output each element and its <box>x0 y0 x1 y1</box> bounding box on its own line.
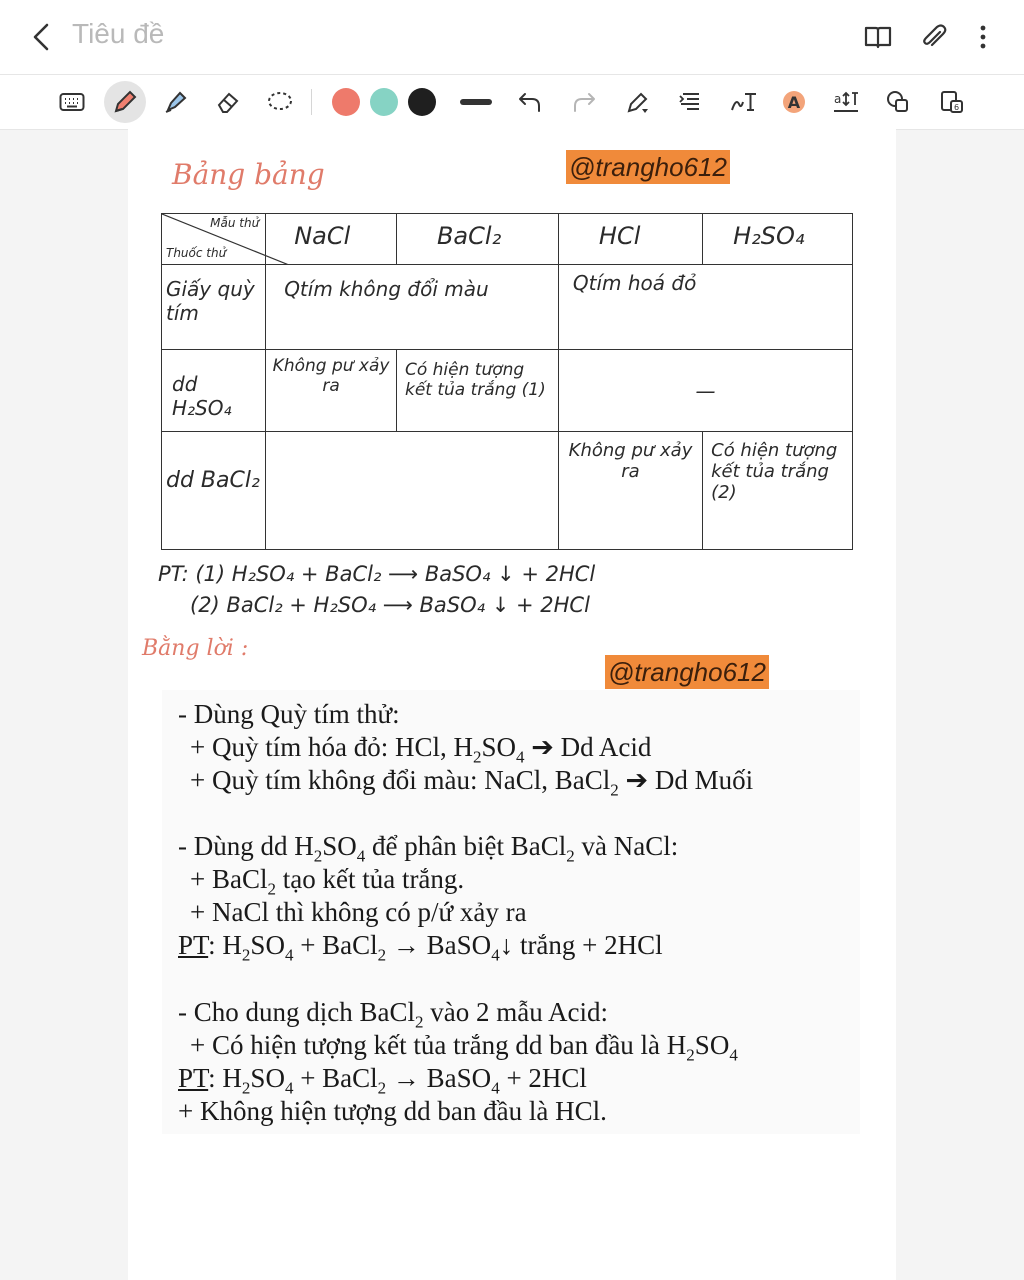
table-cell: Qtím không đổi màu <box>266 265 559 350</box>
pt-line-2: (2) BaCl₂ + H₂SO₄ ⟶ BaSO₄ ↓ + 2HCl <box>190 593 590 617</box>
text-line: PT: $H_2SO_4$ + BaCl$_2$ → BaSO$_4$↓ trắng + 2HCl <box>178 930 663 965</box>
col-header: NaCl <box>266 214 397 265</box>
text-line: + Quỳ tím hóa đỏ: HCl, $H_2SO_4$ ➔ Dd Acid <box>190 732 652 767</box>
handwriting-to-text-tool[interactable] <box>726 84 762 120</box>
undo-button[interactable] <box>512 84 548 120</box>
reagent-table <box>161 213 853 550</box>
svg-text:a: a <box>834 92 842 106</box>
text-spacing-tool[interactable] <box>828 84 864 120</box>
lasso-tool[interactable] <box>262 84 298 120</box>
shapes-tool[interactable] <box>880 84 916 120</box>
color-swatch-black[interactable] <box>408 88 436 116</box>
shapes-icon <box>885 89 911 115</box>
highlighter-tool[interactable] <box>158 84 194 120</box>
col-header: HCl <box>558 214 702 265</box>
row-label: dd H₂SO₄ <box>162 350 266 432</box>
more-options-button[interactable] <box>966 20 1000 54</box>
table-cell: Không pư xảy ra <box>266 350 397 432</box>
table-heading: Bảng bảng <box>172 158 325 191</box>
words-heading: Bằng lời : <box>142 636 249 661</box>
back-button[interactable] <box>26 20 56 54</box>
color-swatch-teal[interactable] <box>370 88 398 116</box>
table-cell <box>266 432 559 550</box>
reading-mode-button[interactable] <box>861 20 895 54</box>
text-style-icon <box>781 89 807 115</box>
text-line: - Dùng Quỳ tím thử: <box>178 699 400 729</box>
attach-button[interactable] <box>917 20 951 54</box>
text-line: + Không hiện tượng dd ban đầu là HCl. <box>178 1096 607 1126</box>
color-swatch-coral[interactable] <box>332 88 360 116</box>
text-line: - Dùng dd $H_2SO_4$ để phân biệt BaCl$_2$ và NaCl: <box>178 831 679 866</box>
toolbar-separator <box>311 89 312 115</box>
text-spacing-icon <box>832 89 860 115</box>
note-title[interactable]: Tiêu đề <box>72 18 165 49</box>
app-header <box>0 0 1024 74</box>
keyboard-icon <box>59 92 85 112</box>
row-label: Giấy quỳ tím <box>162 265 266 350</box>
drawing-toolbar <box>0 74 1024 130</box>
text-align-tool[interactable] <box>672 84 708 120</box>
pen-icon <box>112 89 138 115</box>
text-line: + Quỳ tím không đổi màu: NaCl, BaCl$_2$ ➔ Dd Muối <box>190 765 754 800</box>
eraser-icon <box>215 89 241 115</box>
stroke-width-icon <box>459 97 493 107</box>
typed-explanation-image <box>162 690 860 1134</box>
text-line: + NaCl thì không có p/ứ xảy ra <box>190 897 527 927</box>
keyboard-tool[interactable] <box>54 84 90 120</box>
svg-text:A: A <box>787 93 801 112</box>
text-line: + Có hiện tượng kết tủa trắng dd ban đầu là $H_2SO_4$ <box>190 1030 738 1065</box>
text-line: - Cho dung dịch BaCl$_2$ vào 2 mẫu Acid: <box>178 997 608 1032</box>
table-cell: Qtím hoá đỏ <box>558 265 852 350</box>
lasso-icon <box>266 90 294 114</box>
table-cell: Có hiện tượng kết tủa trắng (2) <box>703 432 853 550</box>
text-format-icon <box>677 90 703 114</box>
pen-settings-icon <box>625 89 651 115</box>
insert-page-tool[interactable] <box>934 84 970 120</box>
table-corner-cell <box>162 214 266 265</box>
col-header: BaCl₂ <box>396 214 558 265</box>
text-line: PT: $H_2SO_4$ + BaCl$_2$ → BaSO$_4$ + 2HCl <box>178 1063 587 1098</box>
redo-button[interactable] <box>566 84 602 120</box>
stroke-width-tool[interactable] <box>458 84 494 120</box>
pen-settings-tool[interactable] <box>620 84 656 120</box>
highlighter-icon <box>163 89 189 115</box>
page-lock-icon <box>939 89 965 115</box>
text-line: + BaCl$_2$ tạo kết tủa trắng. <box>190 864 465 899</box>
corner-top-label: Mẫu thử <box>210 216 260 230</box>
table-cell: Có hiện tượng kết tủa trắng (1) <box>396 350 558 432</box>
table-cell: — <box>558 350 852 432</box>
handwriting-text-icon <box>730 90 758 114</box>
text-style-tool[interactable] <box>776 84 812 120</box>
redo-icon <box>571 91 597 113</box>
svg-text:6: 6 <box>953 103 960 112</box>
row-label: dd BaCl₂ <box>162 432 266 550</box>
watermark-bottom: @trangho612 <box>605 655 769 689</box>
table-cell: Không pư xảy ra <box>558 432 702 550</box>
chevron-left-icon <box>32 23 50 51</box>
pt-line-1: PT: (1) H₂SO₄ + BaCl₂ ⟶ BaSO₄ ↓ + 2HCl <box>158 562 596 586</box>
col-header: H₂SO₄ <box>703 214 853 265</box>
undo-icon <box>517 91 543 113</box>
pen-tool[interactable] <box>104 81 146 123</box>
watermark-top: @trangho612 <box>566 150 730 184</box>
paperclip-icon <box>920 23 948 51</box>
corner-bottom-label: Thuốc thử <box>166 246 227 260</box>
more-vertical-icon <box>979 23 987 51</box>
eraser-tool[interactable] <box>210 84 246 120</box>
book-icon <box>864 24 892 50</box>
